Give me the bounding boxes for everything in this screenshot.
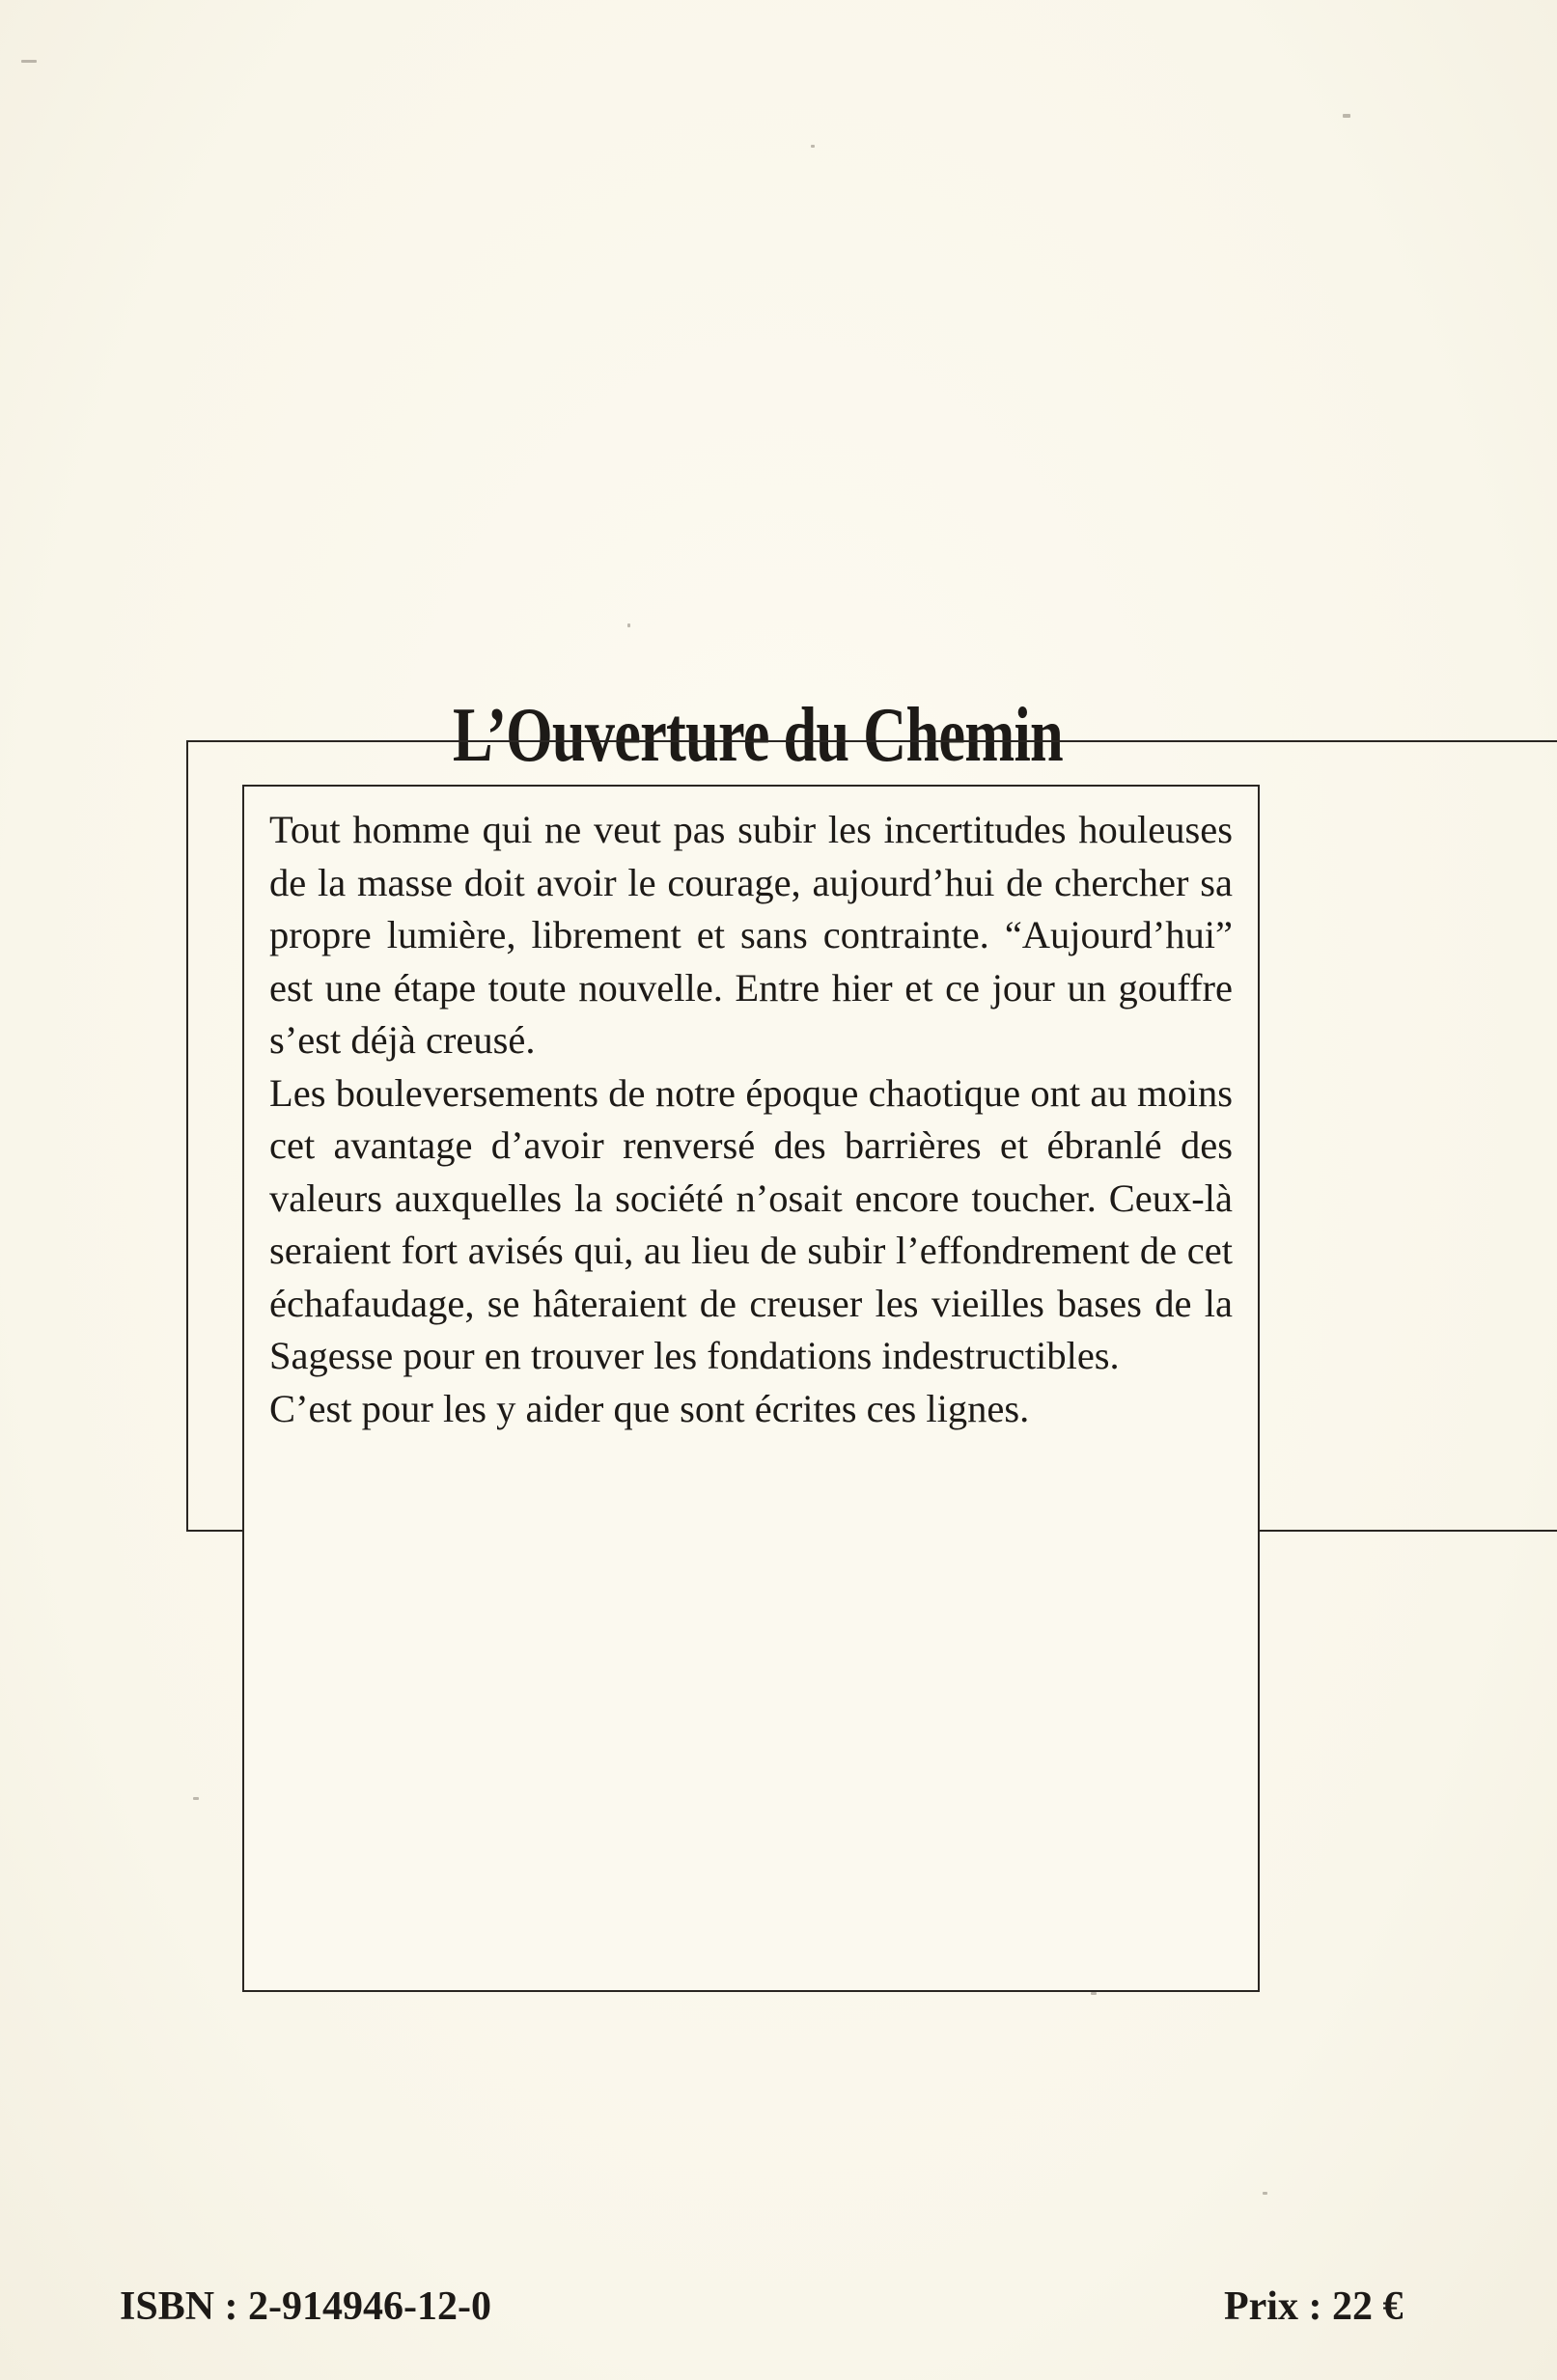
paper-speck bbox=[1091, 1992, 1097, 1995]
book-title: L’Ouverture du Chemin bbox=[453, 692, 1063, 778]
blurb-box bbox=[242, 785, 1260, 1992]
paper-speck bbox=[21, 60, 37, 63]
price: Prix : 22 € bbox=[1224, 2284, 1404, 2329]
paper-speck bbox=[1263, 2192, 1267, 2195]
blurb-paragraph: Les bouleversements de notre époque chaotique ont au moins cet avantage d’avoir renversé des barrières et ébranlé des valeurs auxquelles la société n’osait encore toucher. Ceux-là seraient fort avisés qui, au lieu de subir l’effondrement de cet échafaudage, se hâteraient de creuser les vieilles bases de la Sagesse pour en trouver les fondations indestructibles. bbox=[269, 1070, 1233, 1377]
paper-speck bbox=[811, 145, 815, 148]
paper-speck bbox=[193, 1797, 199, 1800]
paper-speck bbox=[627, 623, 630, 627]
blurb-paragraph: C’est pour les y aider que sont écrites ces lignes. bbox=[269, 1386, 1030, 1430]
isbn: ISBN : 2-914946-12-0 bbox=[120, 2284, 491, 2329]
blurb-paragraph: Tout homme qui ne veut pas subir les incertitudes houleuses de la masse doit avoir le courage, aujourd’hui de chercher sa propre lumière, librement et sans contrainte. “Aujourd’hui” est une étape toute nouvelle. Entre hier et ce jour un gouffre s’est déjà creusé. bbox=[269, 808, 1233, 1062]
paper-speck bbox=[1343, 114, 1350, 118]
